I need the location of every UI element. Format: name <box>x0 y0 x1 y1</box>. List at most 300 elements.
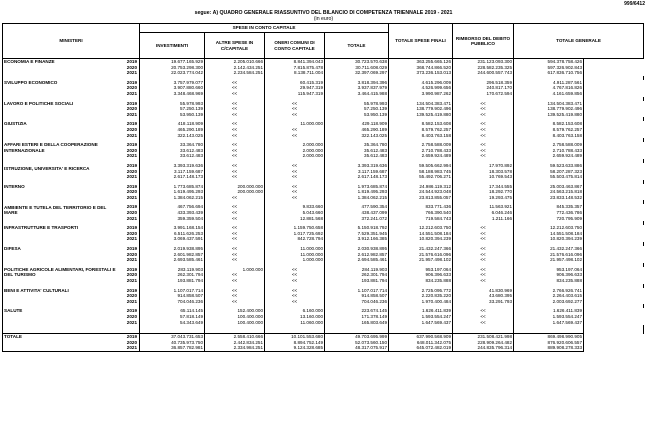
totale-generale-cell: 21.957.498.102 <box>514 257 584 263</box>
investimenti-cell: 6.511.626.253 <box>140 231 205 237</box>
year-cell: 2021 <box>118 345 140 351</box>
totale-spese-finali-cell: 1.647.569.437 <box>389 320 453 326</box>
ministry-name: GIUSTIZIA <box>3 121 118 127</box>
year-cell: 2021 <box>118 278 140 284</box>
totale-cell: 477.590.354 <box>325 204 389 210</box>
investimenti-cell: 40.735.973.750 <box>140 340 205 346</box>
year-cell: 2019 <box>118 121 140 127</box>
totale-cell: 1.384.062.215 <box>325 195 389 201</box>
altre-spese-cell: 100.400.000 <box>205 314 265 320</box>
oneri-comuni-cell: 842.728.794 <box>265 236 325 242</box>
totale-cell: 2.612.982.857 <box>325 252 389 258</box>
year-cell: 2019 <box>118 308 140 314</box>
ministry-name: AFFARI ESTERI E DELLA COOPERAZIONE INTERNAZIONALE <box>3 142 118 153</box>
oneri-comuni-cell: 2.000.000 <box>265 153 325 159</box>
rimborso-cell: 11.563.921 <box>453 204 514 210</box>
totale-cell: 3.912.166.385 <box>325 236 389 242</box>
totale-spese-finali-cell: 24.986.119.312 <box>389 184 453 190</box>
totale-generale-cell: 12.212.603.750 <box>514 225 584 231</box>
investimenti-cell: 322.143.025 <box>140 133 205 139</box>
rimborso-cell: 17.344.555 <box>453 184 514 190</box>
totale-cell: 52.073.560.150 <box>325 340 389 346</box>
totale-generale-cell: 8.403.763.158 <box>514 133 584 139</box>
year-cell: 2021 <box>118 299 140 305</box>
totale-generale-cell: 8.579.762.257 <box>514 127 584 133</box>
header-spese-conto-capitale: SPESE IN CONTO CAPITALE <box>140 24 389 33</box>
investimenti-cell: 1.107.017.714 <box>140 288 205 294</box>
year-cell: 2020 <box>118 148 140 154</box>
year-cell: 2019 <box>118 246 140 252</box>
investimenti-cell: 3.393.319.636 <box>140 163 205 169</box>
totale-spese-finali-cell: 10.820.394.239 <box>389 236 453 242</box>
oneri-comuni-cell: << <box>265 189 325 195</box>
oneri-comuni-cell: << <box>265 133 325 139</box>
ministry-name: TOTALE <box>3 334 118 340</box>
totale-generale-cell: 1.647.569.437 <box>514 320 584 326</box>
rimborso-cell: 18.292.770 <box>453 189 514 195</box>
year-cell: 2019 <box>118 267 140 273</box>
totale-spese-finali-cell: 648.011.342.075 <box>389 340 453 346</box>
investimenti-cell: 33.364.780 <box>140 142 205 148</box>
investimenti-cell: 465.290.189 <box>140 127 205 133</box>
altre-spese-cell: 200.000.000 <box>205 189 265 195</box>
year-cell: 2019 <box>118 334 140 340</box>
investimenti-cell: 359.359.504 <box>140 216 205 222</box>
year-cell: 2020 <box>118 210 140 216</box>
year-cell: 2020 <box>118 231 140 237</box>
totale-cell: 3.117.159.687 <box>325 169 389 175</box>
totale-cell: 1.973.685.874 <box>325 184 389 190</box>
year-cell: 2020 <box>118 127 140 133</box>
altre-spese-cell: 2.205.010.666 <box>205 59 265 65</box>
investimenti-cell: 1.384.062.215 <box>140 195 205 201</box>
totale-cell: 429.118.909 <box>325 121 389 127</box>
oneri-comuni-cell: 8.894.752.149 <box>265 340 325 346</box>
totale-spese-finali-cell: 3.990.987.262 <box>389 91 453 97</box>
oneri-comuni-cell: 7.815.875.478 <box>265 65 325 71</box>
altre-spese-cell: 2.558.410.666 <box>205 334 265 340</box>
altre-spese-cell: << <box>205 272 265 278</box>
altre-spese-cell: 2.334.984.251 <box>205 345 265 351</box>
ministry-name: POLITICHE AGRICOLE ALIMENTARI, FORESTALI E DEL TURISMO <box>4 267 116 278</box>
year-cell: 2019 <box>118 80 140 86</box>
totale-cell: 2.617.148.173 <box>325 174 389 180</box>
rimborso-cell: 1.211.166 <box>453 216 514 222</box>
totale-spese-finali-cell: 14.551.508.184 <box>389 231 453 237</box>
oneri-comuni-cell: << <box>265 184 325 190</box>
totale-spese-finali-cell: 363.255.665.126 <box>389 59 453 65</box>
oneri-comuni-cell: << <box>265 267 325 273</box>
totale-cell: 284.119.903 <box>325 267 389 273</box>
table-row <box>3 345 644 351</box>
totale-cell: 49.703.695.999 <box>325 334 389 340</box>
altre-spese-cell: << <box>205 91 265 97</box>
totale-spese-finali-cell: 2.758.588.009 <box>389 142 453 148</box>
oneri-comuni-cell: 13.160.000 <box>265 314 325 320</box>
totale-cell: 7.529.351.945 <box>325 231 389 237</box>
altre-spese-cell: << <box>205 210 265 216</box>
totale-cell: 2.030.938.895 <box>325 246 389 252</box>
totale-spese-finali-cell: 906.396.633 <box>389 272 453 278</box>
totale-cell: 322.143.025 <box>325 133 389 139</box>
totale-cell: 57.250.139 <box>325 106 389 112</box>
investimenti-cell: 283.119.903 <box>140 267 205 273</box>
altre-spese-cell: << <box>205 169 265 175</box>
investimenti-cell: 55.978.993 <box>140 101 205 107</box>
totale-generale-cell: 21.576.616.096 <box>514 252 584 258</box>
totale-cell: 223.674.145 <box>325 308 389 314</box>
totale-cell: 5.150.918.792 <box>325 225 389 231</box>
altre-spese-cell: 200.000.000 <box>205 184 265 190</box>
investimenti-cell: 57.818.149 <box>140 314 205 320</box>
altre-spese-cell: << <box>205 257 265 263</box>
altre-spese-cell: << <box>205 174 265 180</box>
investimenti-cell: 33.612.483 <box>140 148 205 154</box>
year-cell: 2021 <box>118 112 140 118</box>
totale-spese-finali-cell: 134.504.383.471 <box>389 101 453 107</box>
rimborso-cell: << <box>453 320 514 326</box>
rimborso-cell: << <box>453 272 514 278</box>
totale-generale-cell: 2.766.926.741 <box>514 288 584 294</box>
investimenti-cell: 3.069.437.591 <box>140 236 205 242</box>
totale-cell: 171.378.149 <box>325 314 389 320</box>
totale-generale-cell: 4.767.816.826 <box>514 85 584 91</box>
budget-summary-table <box>2 23 643 442</box>
totale-generale-cell: 2.758.588.009 <box>514 142 584 148</box>
rimborso-cell: 244.835.796.314 <box>453 345 514 351</box>
totale-generale-cell: 906.396.633 <box>514 272 584 278</box>
oneri-comuni-cell: 29.947.319 <box>265 85 325 91</box>
altre-spese-cell: << <box>205 195 265 201</box>
oneri-comuni-cell: 1.000.000 <box>265 257 325 263</box>
altre-spese-cell: << <box>205 112 265 118</box>
investimenti-cell: 418.118.909 <box>140 121 205 127</box>
ministry-name: AMBIENTE E TUTELA DEL TERRITORIO E DEL MARE <box>3 204 118 215</box>
year-cell: 2019 <box>118 101 140 107</box>
altre-spese-cell: << <box>205 246 265 252</box>
oneri-comuni-cell: 11.000.000 <box>265 121 325 127</box>
year-cell: 2019 <box>118 142 140 148</box>
totale-generale-cell: 845.335.357 <box>514 204 584 210</box>
totale-spese-finali-cell: 766.390.540 <box>389 210 453 216</box>
year-cell: 2020 <box>118 314 140 320</box>
oneri-comuni-cell: << <box>265 288 325 294</box>
rimborso-cell: << <box>453 308 514 314</box>
totale-spese-finali-cell: 833.771.436 <box>389 204 453 210</box>
year-cell: 2019 <box>118 204 140 210</box>
rimborso-cell: 244.600.557.743 <box>453 70 514 76</box>
altre-spese-cell: << <box>205 106 265 112</box>
investimenti-cell: 19.677.165.929 <box>140 59 205 65</box>
totale-generale-cell: 594.378.758.426 <box>514 59 584 65</box>
rimborso-cell: << <box>453 148 514 154</box>
totale-spese-finali-cell: 21.432.247.366 <box>389 246 453 252</box>
altre-spese-cell: << <box>205 85 265 91</box>
year-cell: 2020 <box>118 106 140 112</box>
oneri-comuni-cell: 11.000.000 <box>265 246 325 252</box>
totale-generale-cell: 138.779.902.496 <box>514 106 584 112</box>
totale-spese-finali-cell: 1.970.400.484 <box>389 299 453 305</box>
totale-generale-cell: 772.436.786 <box>514 210 584 216</box>
totale-spese-finali-cell: 953.197.064 <box>389 267 453 273</box>
oneri-comuni-cell: 11.060.000 <box>265 320 325 326</box>
year-cell: 2021 <box>118 195 140 201</box>
oneri-comuni-cell: 1.017.725.692 <box>265 231 325 237</box>
totale-cell: 438.437.099 <box>325 210 389 216</box>
rimborso-cell: 231.508.421.998 <box>453 334 514 340</box>
totale-cell: 262.301.794 <box>325 272 389 278</box>
investimenti-cell: 65.114.145 <box>140 308 205 314</box>
altre-spese-cell: << <box>205 204 265 210</box>
totale-spese-finali-cell: 12.212.603.750 <box>389 225 453 231</box>
oneri-comuni-cell: << <box>265 293 325 299</box>
totale-generale-cell: 134.504.383.471 <box>514 101 584 107</box>
year-cell: 2019 <box>118 59 140 65</box>
altre-spese-cell: << <box>205 148 265 154</box>
oneri-comuni-cell: << <box>265 106 325 112</box>
totale-generale-cell: 55.503.475.814 <box>514 174 584 180</box>
altre-spese-cell: << <box>205 133 265 139</box>
totale-cell: 704.046.236 <box>325 299 389 305</box>
totale-spese-finali-cell: 645.072.482.019 <box>389 345 453 351</box>
investimenti-cell: 3.117.159.687 <box>140 169 205 175</box>
year-cell: 2021 <box>118 70 140 76</box>
investimenti-cell: 2.019.938.895 <box>140 246 205 252</box>
oneri-comuni-cell: 115.947.319 <box>265 91 325 97</box>
totale-cell: 35.612.483 <box>325 153 389 159</box>
year-cell: 2019 <box>118 288 140 294</box>
investimenti-cell: 2.601.982.857 <box>140 252 205 258</box>
investimenti-cell: 37.043.731.653 <box>140 334 205 340</box>
altre-spese-cell: 2.142.434.251 <box>205 65 265 71</box>
ministry-name: INTERNO <box>3 184 118 190</box>
oneri-comuni-cell: 8.138.711.004 <box>265 70 325 76</box>
ministry-name: BENI E ATTIVITA' CULTURALI <box>3 288 118 294</box>
rimborso-cell: 19.293.475 <box>453 195 514 201</box>
investimenti-cell: 3.757.979.077 <box>140 80 205 86</box>
altre-spese-cell: << <box>205 127 265 133</box>
rimborso-cell: 6.046.246 <box>453 210 514 216</box>
investimenti-cell: 914.858.507 <box>140 293 205 299</box>
totale-spese-finali-cell: 1.626.411.839 <box>389 308 453 314</box>
totale-generale-cell: 24.563.215.818 <box>514 189 584 195</box>
oneri-comuni-cell: 1.159.750.658 <box>265 225 325 231</box>
totale-generale-cell: 59.523.633.886 <box>514 163 584 169</box>
investimenti-cell: 2.617.148.173 <box>140 174 205 180</box>
totale-generale-cell: 953.197.064 <box>514 267 584 273</box>
investimenti-cell: 2.693.585.461 <box>140 257 205 263</box>
totale-cell: 30.711.608.029 <box>325 65 389 71</box>
totale-cell: 48.317.075.917 <box>325 345 389 351</box>
oneri-comuni-cell: << <box>265 169 325 175</box>
rimborso-cell: << <box>453 133 514 139</box>
year-cell: 2020 <box>118 169 140 175</box>
totale-generale-cell: 25.003.463.867 <box>514 184 584 190</box>
ministry-name: SALUTE <box>3 308 118 314</box>
altre-spese-cell: 2.234.584.251 <box>205 70 265 76</box>
totale-generale-cell: 8.582.153.608 <box>514 121 584 127</box>
totale-cell: 372.241.072 <box>325 216 389 222</box>
rimborso-cell: 17.970.892 <box>453 163 514 169</box>
rimborso-cell: 43.680.395 <box>453 293 514 299</box>
altre-spese-cell: 100.400.000 <box>205 320 265 326</box>
totale-spese-finali-cell: 719.584.743 <box>389 216 453 222</box>
altre-spese-cell: << <box>205 101 265 107</box>
table-subtitle: (in euro) <box>313 16 334 22</box>
rimborso-cell: << <box>453 142 514 148</box>
totale-cell: 165.803.649 <box>325 320 389 326</box>
altre-spese-cell: << <box>205 278 265 284</box>
investimenti-cell: 262.301.794 <box>140 272 205 278</box>
rimborso-cell: 41.830.969 <box>453 288 514 294</box>
totale-generale-cell: 2.710.788.433 <box>514 148 584 154</box>
header-totale-generale: TOTALE GENERALE <box>514 24 644 59</box>
altre-spese-cell: << <box>205 252 265 258</box>
totale-generale-cell: 869.498.990.905 <box>514 334 584 340</box>
altre-spese-cell: << <box>205 236 265 242</box>
totale-generale-cell: 10.820.394.239 <box>514 236 584 242</box>
year-cell: 2021 <box>118 320 140 326</box>
totale-generale-cell: 14.551.508.184 <box>514 231 584 237</box>
altre-spese-cell: << <box>205 299 265 305</box>
totale-spese-finali-cell: 2.220.835.220 <box>389 293 453 299</box>
oneri-comuni-cell: << <box>265 112 325 118</box>
totale-spese-finali-cell: 4.615.296.009 <box>389 80 453 86</box>
oneri-comuni-cell: 6.160.000 <box>265 308 325 314</box>
oneri-comuni-cell: << <box>265 101 325 107</box>
altre-spese-cell: 1.000.000 <box>205 267 265 273</box>
rimborso-cell: 240.817.170 <box>453 85 514 91</box>
oneri-comuni-cell: << <box>265 278 325 284</box>
oneri-comuni-cell: 10.101.553.680 <box>265 334 325 340</box>
totale-spese-finali-cell: 373.236.153.013 <box>389 70 453 76</box>
rimborso-cell: << <box>453 112 514 118</box>
totale-spese-finali-cell: 834.235.888 <box>389 278 453 284</box>
rimborso-cell: << <box>453 314 514 320</box>
totale-spese-finali-cell: 21.576.616.096 <box>389 252 453 258</box>
year-cell: 2021 <box>118 153 140 159</box>
totale-generale-cell: 889.908.278.333 <box>514 345 584 351</box>
year-cell: 2021 <box>118 133 140 139</box>
altre-spese-cell: << <box>205 142 265 148</box>
oneri-comuni-cell: << <box>265 163 325 169</box>
totale-spese-finali-cell: 24.544.923.048 <box>389 189 453 195</box>
investimenti-cell: 467.756.694 <box>140 204 205 210</box>
totale-cell: 32.397.069.297 <box>325 70 389 76</box>
oneri-comuni-cell: 8.841.394.043 <box>265 59 325 65</box>
year-cell: 2021 <box>118 257 140 263</box>
totale-cell: 3.393.319.636 <box>325 163 389 169</box>
rimborso-cell: << <box>453 101 514 107</box>
header-rimborso-debito: RIMBORSO DEL DEBITO PUBBLICO <box>453 24 514 59</box>
totale-generale-cell: 4.911.287.561 <box>514 80 584 86</box>
investimenti-cell: 20.753.298.300 <box>140 65 205 71</box>
ministry-name: ISTRUZIONE, UNIVERSITA' E RICERCA <box>3 163 118 174</box>
totale-generale-cell: 1.593.554.247 <box>514 314 584 320</box>
altre-spese-cell: << <box>205 153 265 159</box>
totale-spese-finali-cell: 368.744.866.520 <box>389 65 453 71</box>
rimborso-cell: 231.123.093.300 <box>453 59 514 65</box>
totale-generale-cell: 2.264.403.615 <box>514 293 584 299</box>
rimborso-cell: 228.909.264.482 <box>453 340 514 346</box>
year-cell: 2019 <box>118 225 140 231</box>
totale-spese-finali-cell: 139.525.419.880 <box>389 112 453 118</box>
oneri-comuni-cell: 60.415.319 <box>265 80 325 86</box>
ministry-name: INFRASTRUTTURE E TRASPORTI <box>3 225 118 231</box>
totale-generale-cell: 2.659.924.489 <box>514 153 584 159</box>
totale-generale-cell: 617.836.710.756 <box>514 70 584 76</box>
header-totale-spese-finali: TOTALE SPESE FINALI <box>389 24 453 59</box>
investimenti-cell: 3.907.880.660 <box>140 85 205 91</box>
year-cell: 2020 <box>118 252 140 258</box>
year-cell: 2020 <box>118 340 140 346</box>
oneri-comuni-cell: 11.000.000 <box>265 252 325 258</box>
totale-spese-finali-cell: 8.582.153.608 <box>389 121 453 127</box>
rimborso-cell: << <box>453 236 514 242</box>
year-cell: 2021 <box>118 236 140 242</box>
altre-spese-cell: 2.442.834.251 <box>205 340 265 346</box>
investimenti-cell: 3.991.168.154 <box>140 225 205 231</box>
year-cell: 2021 <box>118 91 140 97</box>
totale-generale-cell: 834.235.888 <box>514 278 584 284</box>
investimenti-cell: 53.950.139 <box>140 112 205 118</box>
totale-spese-finali-cell: 8.403.763.158 <box>389 133 453 139</box>
totale-generale-cell: 876.920.606.557 <box>514 340 584 346</box>
altre-spese-cell: << <box>205 80 265 86</box>
rimborso-cell: 228.582.235.325 <box>453 65 514 71</box>
oneri-comuni-cell: << <box>265 127 325 133</box>
totale-cell: 1.819.495.293 <box>325 189 389 195</box>
totale-spese-finali-cell: 4.526.999.656 <box>389 85 453 91</box>
totale-cell: 3.937.837.979 <box>325 85 389 91</box>
totale-generale-cell: 2.003.692.277 <box>514 299 584 305</box>
rimborso-cell: << <box>453 121 514 127</box>
totale-cell: 465.290.189 <box>325 127 389 133</box>
rimborso-cell: << <box>453 106 514 112</box>
altre-spese-cell: << <box>205 293 265 299</box>
altre-spese-cell: << <box>205 216 265 222</box>
totale-spese-finali-cell: 2.710.788.433 <box>389 148 453 154</box>
ministry-name: DIFESA <box>3 246 118 252</box>
investimenti-cell: 1.619.495.293 <box>140 189 205 195</box>
investimenti-cell: 3.348.468.969 <box>140 91 205 97</box>
investimenti-cell: 36.857.782.981 <box>140 345 205 351</box>
investimenti-cell: 433.393.439 <box>140 210 205 216</box>
totale-spese-finali-cell: 2.659.924.489 <box>389 153 453 159</box>
totale-spese-finali-cell: 8.579.762.257 <box>389 127 453 133</box>
totale-cell: 35.364.780 <box>325 142 389 148</box>
totale-cell: 35.612.483 <box>325 148 389 154</box>
rimborso-cell: << <box>453 278 514 284</box>
oneri-comuni-cell: 9.833.660 <box>265 204 325 210</box>
year-cell: 2020 <box>118 272 140 278</box>
totale-cell: 53.950.139 <box>325 112 389 118</box>
totale-spese-finali-cell: 2.725.095.772 <box>389 288 453 294</box>
oneri-comuni-cell: 12.881.568 <box>265 216 325 222</box>
rimborso-cell: << <box>453 257 514 263</box>
totale-spese-finali-cell: 21.957.498.102 <box>389 257 453 263</box>
oneri-comuni-cell: 5.043.660 <box>265 210 325 216</box>
investimenti-cell: 704.046.236 <box>140 299 205 305</box>
rimborso-cell: << <box>453 231 514 237</box>
altre-spese-cell: << <box>205 288 265 294</box>
year-cell: 2019 <box>118 163 140 169</box>
totale-generale-cell: 720.795.909 <box>514 216 584 222</box>
rimborso-cell: << <box>453 225 514 231</box>
totale-cell: 2.694.585.461 <box>325 257 389 263</box>
year-cell: 2021 <box>118 216 140 222</box>
totale-generale-cell: 21.432.247.366 <box>514 246 584 252</box>
